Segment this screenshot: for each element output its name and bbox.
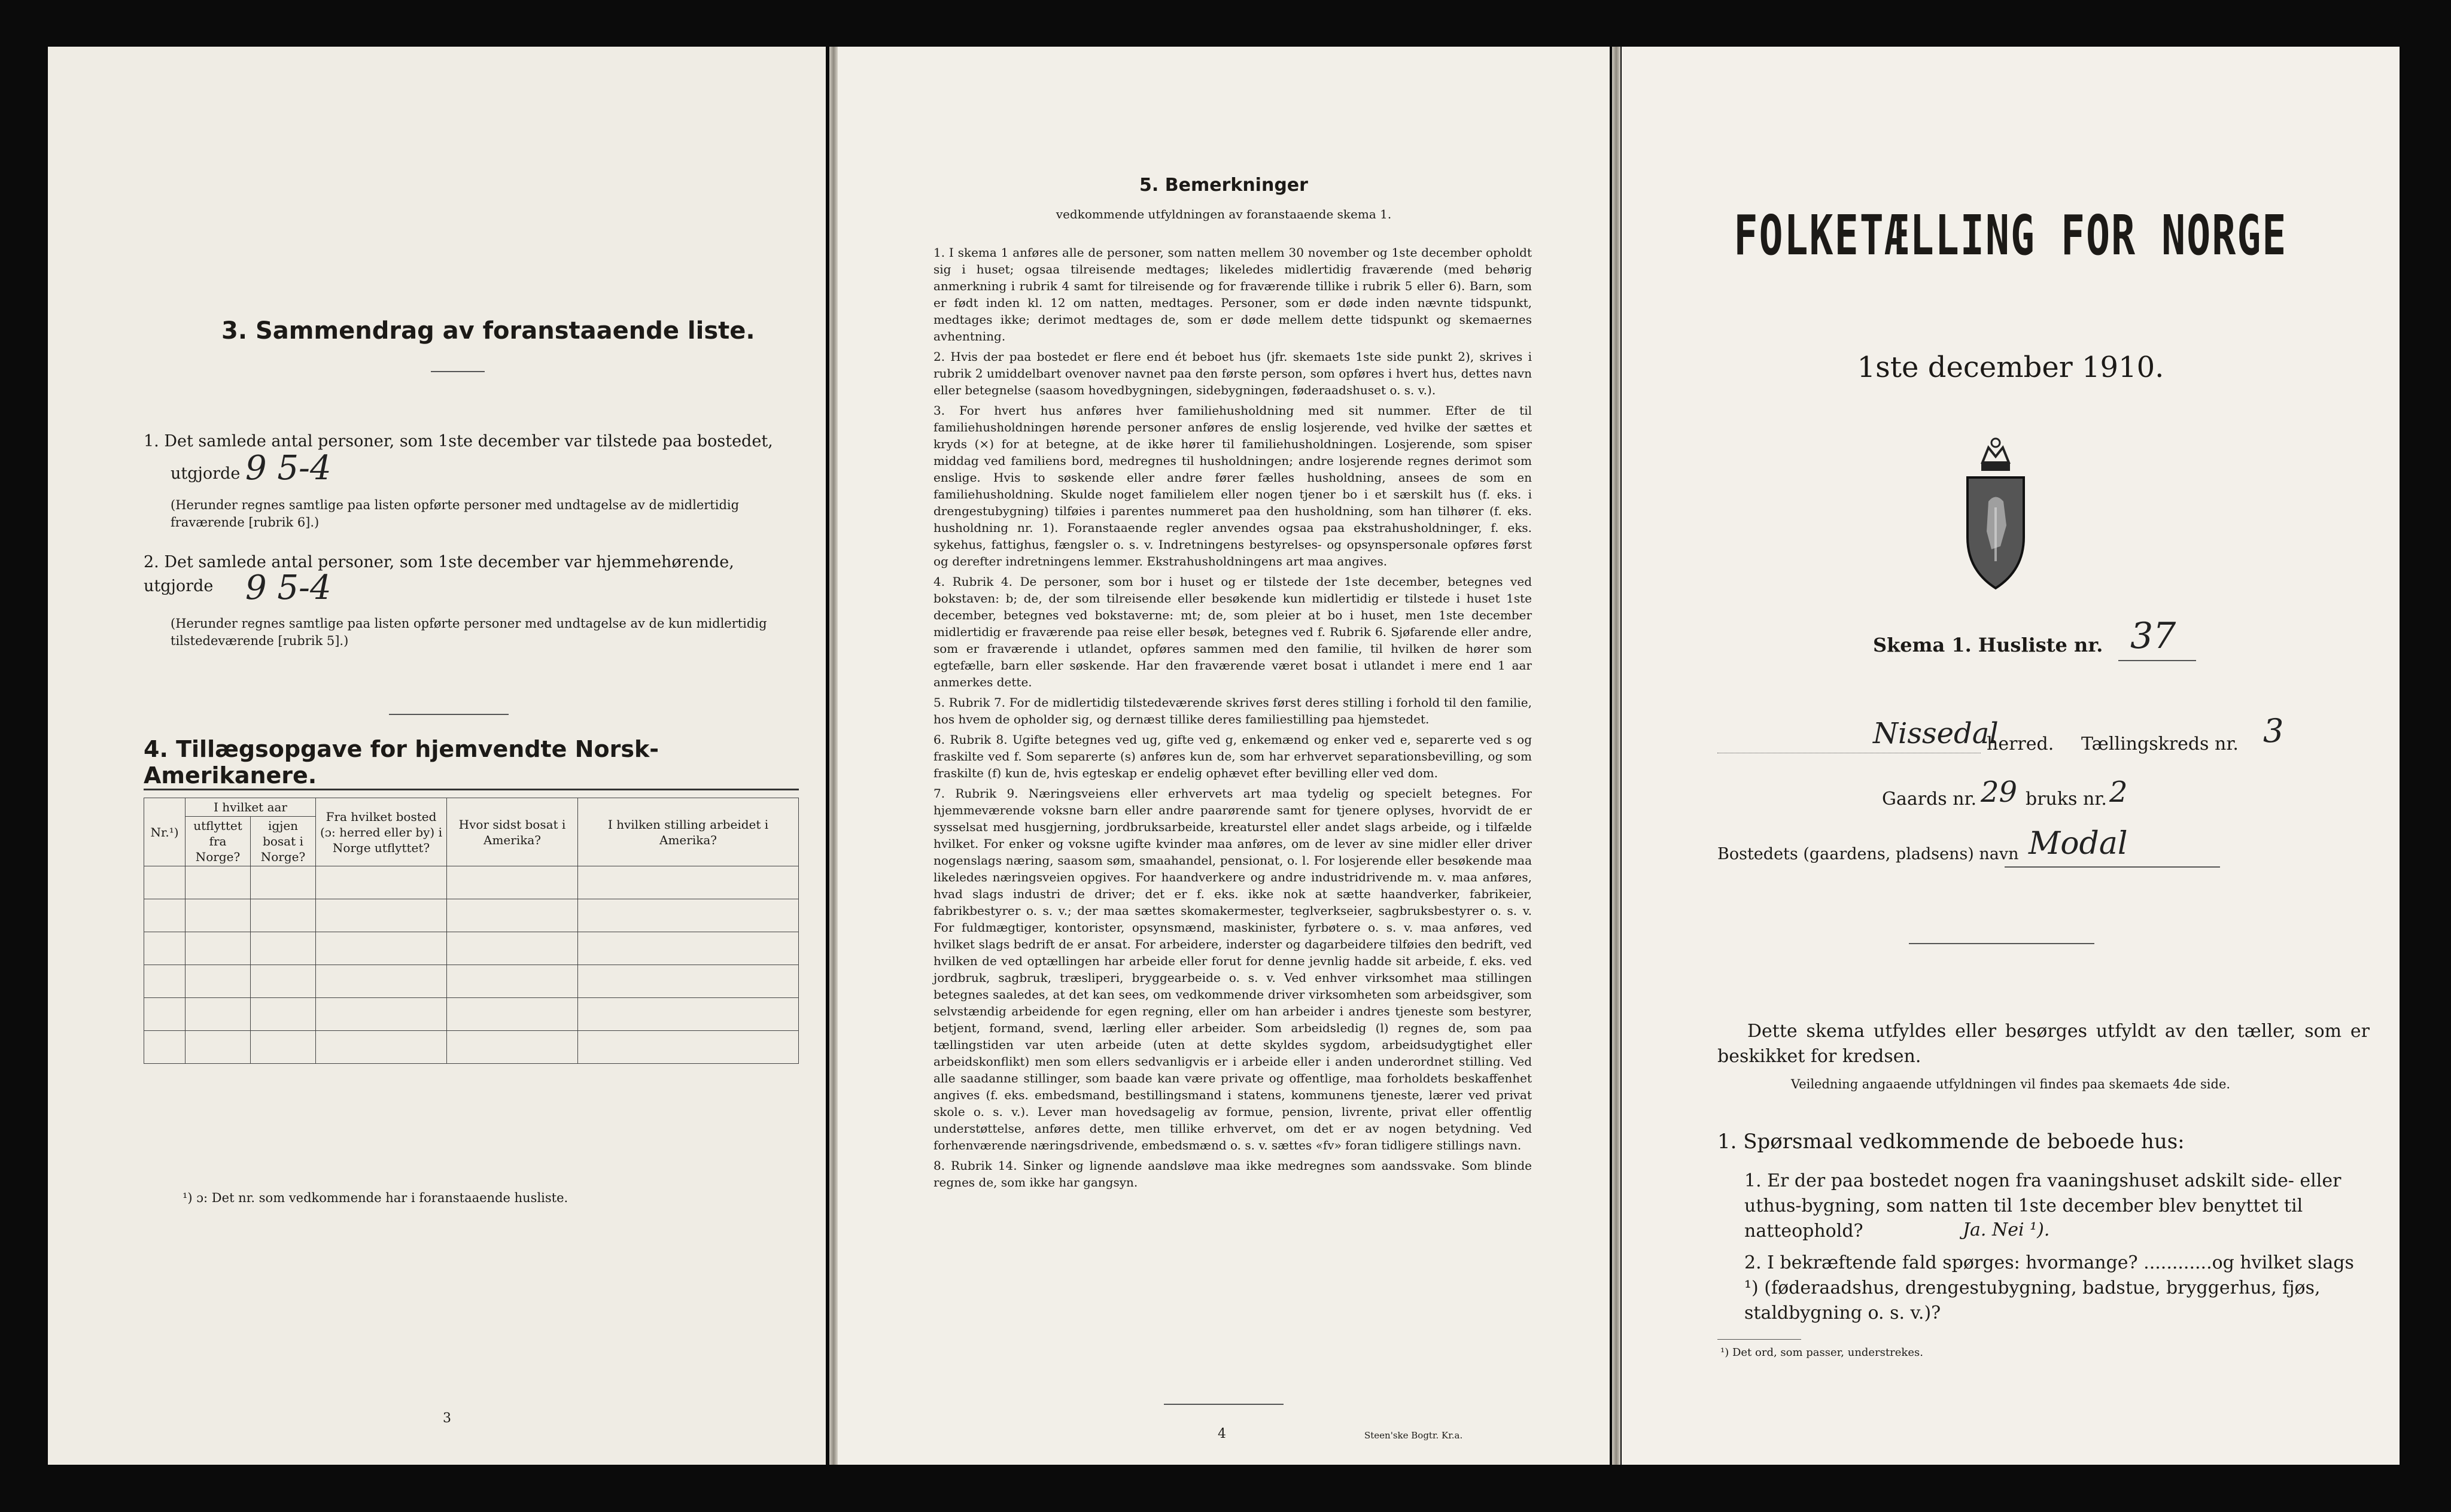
remark-item: 1. I skema 1 anføres alle de personer, som natten mellem 30 november og 1ste december opholdt sig i huset; ogsaa tilreisende medtages; likeledes midlertidig fraværende (med behørig anmerkning i rubrik 4 samt for tilreisende og for fraværende tillike i rubrik 5 eller 6). Barn, som er født inden kl. 12 om natten, medtages. Personer, som er døde inden nævnte tidspunkt, medtages ikke; derimot medtages de, som er døde mellem dette tidspunkt og skemaernes avhentning. [933, 245, 1532, 343]
herred-label: herred. [1987, 734, 2054, 755]
section4-title: 4. Tillægsopgave for hjemvendte Norsk-Amerikanere. [144, 736, 659, 789]
guidance-text: Veiledning angaaende utfyldningen vil findes paa skemaets 4de side. [1790, 1077, 2231, 1091]
table-row [144, 1031, 799, 1064]
krets-label: Tællingskreds nr. [2081, 734, 2239, 755]
bruks-label: bruks nr. [2026, 789, 2107, 810]
document-title: FOLKETÆLLING FOR NORGE [1734, 203, 2288, 267]
norway-coat-of-arms-icon [1962, 436, 2030, 591]
printer-mark: Steen'ske Bogtr. Kr.a. [1364, 1430, 1463, 1441]
gaards-label: Gaards nr. [1882, 789, 1977, 810]
question-1: 1. Er der paa bostedet nogen fra vaaningshuset adskilt side- eller uthus-bygning, som natten til 1ste december blev benyttet til natteophold? [1744, 1170, 2341, 1242]
divider [1909, 943, 2094, 944]
cover-footnote: ¹) Det ord, som passer, understrekes. [1720, 1346, 1923, 1359]
underline [2118, 660, 2196, 661]
page-4 [838, 47, 1610, 1465]
table-row [144, 965, 799, 998]
remarks-list [933, 244, 1532, 1194]
remark-item: 2. Hvis der paa bostedet er flere end ét beboet hus (jfr. skemaets 1ste side punkt 2), skrives i rubrik 2 umiddelbart ovenover navnet paa den første person, som opføres i hvert hus, dettes navn eller betegnelse (saasom hovedbygningen, sidebygningen, føderaadshuset o. s. v.). [933, 349, 1532, 397]
instruction-text: Dette skema utfyldes eller besørges utfyldt av den tæller, som er beskikket for kredsen. [1717, 1021, 2370, 1067]
table-row [144, 866, 799, 899]
skema-label: Skema 1. Husliste nr. [1873, 634, 2103, 656]
page-fold [829, 47, 838, 1465]
gaards-value: 29 [1981, 775, 2018, 809]
item2-text: 2. Det samlede antal personer, som 1ste december var hjemmehørende, utgjorde [144, 553, 734, 595]
col-emigrated: utflyttet fra Norge? [186, 817, 251, 866]
questions-heading: 1. Spørsmaal vedkommende de beboede hus: [1717, 1130, 2185, 1154]
divider [389, 714, 509, 715]
col-group-year: I hvilket aar [186, 798, 316, 817]
section5-subtitle: vedkommende utfyldningen av foranstaaende skema 1. [1056, 207, 1392, 221]
divider [1164, 1404, 1284, 1405]
item1-label: utgjorde [171, 464, 241, 483]
col-last: Hvor sidst bosat i Amerika? [447, 798, 578, 866]
col-nr: Nr.¹) [144, 798, 186, 866]
item2-note: (Herunder regnes samtlige paa listen opførte personer med undtagelse av de kun midlertidig tilstedeværende [rubrik 5].) [171, 616, 767, 648]
item1-value: 9 5-4 [245, 449, 332, 488]
col-position: I hvilken stilling arbeidet i Amerika? [578, 798, 799, 866]
husliste-number: 37 [2130, 615, 2176, 657]
table-row [144, 899, 799, 932]
remark-item: 5. Rubrik 7. For de midlertidig tilstedeværende skrives først deres stilling i forhold til den familie, hos hvem de opholder sig, og dernæst tillike deres familiestilling paa hjemstedet. [933, 695, 1532, 726]
bruks-value: 2 [2109, 775, 2128, 809]
remark-item: 4. Rubrik 4. De personer, som bor i huset og er tilstede der 1ste december, betegnes ved bokstaven: b; de, der som tilreisende eller besøkende kun midlertidig er tilstede i huset 1ste december, betegnes ved bokstaverne: mt; de, som pleier at bo i huset, men 1ste december midlertidig er fraværende paa reise eller besøk, betegnes ved f. Rubrik 6. Sjøfarende eller andre, som er fraværende i utlandet, opføres sammen med den familie, til hvilken de hører som egtefælle, barn eller søskende. Har den fraværende været bosat i utlandet i mere end 1 aar anmerkes dette. [933, 574, 1532, 689]
remark-item: 7. Rubrik 9. Næringsveiens eller erhvervets art maa tydelig og specielt betegnes. For hjemmeværende voksne barn eller andre paarørende samt for tjenere oplyses, hvorvidt de er sysselsat med husgjerning, jordbruksarbeide, kreaturstel eller andet slags arbeide, og i tilfælde hvilket. For enker og voksne ugifte kvinder maa anføres, om de lever av sine midler eller driver nogenslags næring, saasom søm, smaahandel, pensionat, o. l. For losjerende eller besøkende maa likeledes næringsveien opgives. For haandverkere og andre industridrivende m. v. maa anføres, hvad slags industri de driver; det er f. eks. ikke nok at sætte haandverker, fabrikeier, fabrikbestyrer o. s. v.; der maa sættes skomakermester, teglverkseier, sagbruksbestyrer o. s. v. For fuldmægtiger, kontorister, opsynsmænd, maskinister, fyrbøtere o. s. v. maa anføres, ved hvilket slags bedrift de er ansat. For arbeidere, inderster og dagarbeidere tilføies den bedrift, ved hvilken de ved optællingen har arbeide eller forut for denne jevnlig hadde sit arbeide, f. eks. ved jordbruk, sagbruk, træsliperi, bryggearbeide o. s. v. Ved enhver virksomhet maa stillingen betegnes saaledes, at det kan sees, om vedkommende driver virksomheten som arbeidsgiver, som selvstændig arbeidende for egen regning, eller om han arbeider i andres tjeneste som bestyrer, betjent, formand, svend, lærling eller arbeider. Som arbeidsledig (l) regnes de, som paa tællingstiden var uten arbeide (uten at dette skyldes sygdom, arbeidsudygtighet eller arbeidskonflikt) men som ellers sedvanligvis er i arbeide eller i anden underordnet stilling. Ved alle saadanne stillinger, som baade kan være private og offentlige, maa forholdets beskaffenhet angives (f. eks. embedsmand, bestillingsmand i statens, kommunens tjeneste, lærer ved privat skole o. s. v.). Lever man hovedsagelig av formue, pension, livrente, privat eller offentlig understøttelse, anføres dette, men tillike erhvervet, om det er av nogen betydning. Ved forhenværende næringsdrivende, embedsmænd o. s. v. sættes «fv» foran tidligere stillings navn. [933, 786, 1532, 1152]
page-number: 3 [443, 1411, 451, 1426]
underline [1717, 753, 1981, 755]
krets-value: 3 [2263, 712, 2284, 750]
item1-text: 1. Det samlede antal personer, som 1ste december var tilstede paa bostedet, [144, 432, 773, 451]
remark-item: 3. For hvert hus anføres hver familiehusholdning med sit nummer. Efter de til familiehusholdningen hørende personer anføres de enslig losjerende, ved hvilke der sættes et kryds (×) for at betegne, at de ikke hører til familiehusholdningen. Losjerende, som spiser middag ved familiens bord, medregnes til husholdningen; andre losjerende regnes derimot som enslige. Hvis to søskende eller andre fører fælles husholdning, ansees de som en familiehusholdning. Skulde noget familielem eller nogen tjener bo i et særskilt hus (f. eks. i drengestubygning) tilføies i parentes nummeret paa den husholdning, som han tilhører (f. eks. husholdning nr. 1). Foranstaaende regler anvendes ogsaa paa ekstrahusholdninger, f. eks. sykehus, fattighus, fængsler o. s. v. Indretningens bestyrelses- og opsynspersonale opføres først og derefter indretningens lemmer. Ekstrahusholdningens art maa angives. [933, 403, 1532, 568]
item2-value: 9 5-4 [245, 568, 332, 607]
section3-title: 3. Sammendrag av foranstaaende liste. [221, 317, 755, 345]
col-from: Fra hvilket bosted (ɔ: herred eller by) i Norge utflyttet? [316, 798, 447, 866]
col-returned: igjen bosat i Norge? [251, 817, 316, 866]
cover-page [1622, 47, 2400, 1465]
document-date: 1ste december 1910. [1857, 351, 2164, 384]
question-2: 2. I bekræftende fald spørges: hvormange? ............og hvilket slags ¹) (føderaadshus, drengestubygning, badstue, bryggerhus, fjøs, staldbygning o. s. v.)? [1744, 1252, 2354, 1324]
norwegian-american-table [144, 798, 799, 1064]
table-footnote: ¹) ɔ: Det nr. som vedkommende har i foranstaaende husliste. [183, 1191, 568, 1205]
page-number: 4 [1218, 1426, 1226, 1441]
remark-item: 8. Rubrik 14. Sinker og lignende aandsløve maa ikke medregnes som aandssvake. Som blinde regnes de, som ikke har gangsyn. [933, 1158, 1532, 1189]
page-fold [1612, 47, 1620, 1465]
underline [2005, 866, 2220, 868]
item1-note: (Herunder regnes samtlige paa listen opførte personer med undtagelse av de midlertidig fraværende [rubrik 6].) [171, 498, 740, 530]
table-row [144, 998, 799, 1031]
table-top-rule [144, 789, 799, 790]
herred-value: Nissedal [1873, 717, 1999, 750]
bosted-value: Modal [2029, 826, 2128, 862]
table-row [144, 932, 799, 965]
remark-item: 6. Rubrik 8. Ugifte betegnes ved ug, gifte ved g, enkemænd og enker ved e, separerte ved s og fraskilte ved f. Som separerte (s) anføres kun de, som har erhvervet separationsbevilling, og som fraskilte (f) kun de, hvis egteskap er endelig ophævet efter bevilling eller ved dom. [933, 732, 1532, 780]
bosted-label: Bostedets (gaardens, pladsens) navn [1717, 845, 2019, 863]
footnote-rule [1717, 1339, 1801, 1340]
divider [431, 371, 485, 372]
section5-title: 5. Bemerkninger [1139, 175, 1308, 196]
page-3 [48, 47, 826, 1465]
question-1-answer: Ja. Nei ¹). [1963, 1219, 2050, 1240]
